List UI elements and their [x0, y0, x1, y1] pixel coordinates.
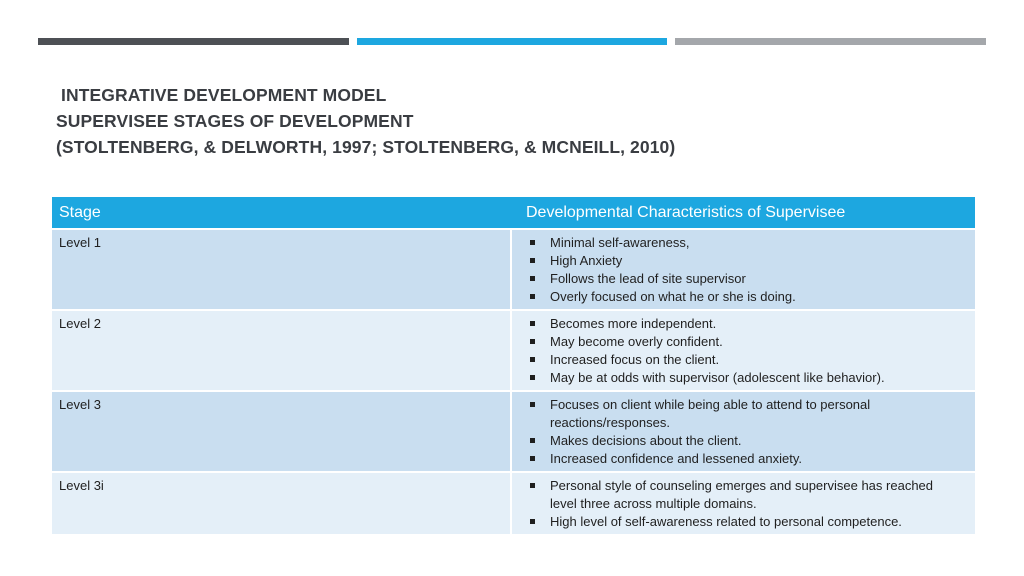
- table-row: [52, 228, 975, 309]
- stage-cell: Level 3i: [52, 473, 512, 534]
- characteristics-cell: [512, 230, 975, 309]
- title-line-3: (STOLTENBERG, & DELWORTH, 1997; STOLTENBERG, & MCNEILL, 2010): [56, 137, 676, 157]
- table-row: [52, 471, 975, 534]
- table-header-row: [52, 197, 975, 228]
- characteristics-list: [519, 311, 968, 390]
- characteristic-item: Overly focused on what he or she is doing.: [527, 288, 960, 306]
- characteristics-list: [519, 473, 968, 534]
- accent-bar-blue: [357, 38, 667, 45]
- header-characteristics: Developmental Characteristics of Supervisee: [526, 204, 846, 221]
- characteristic-item: High Anxiety: [527, 252, 960, 270]
- stage-cell: Level 2: [52, 311, 512, 390]
- characteristic-item: Personal style of counseling emerges and supervisee has reached level three across multiple domains.: [527, 477, 960, 513]
- title-line-2: SUPERVISEE STAGES OF DEVELOPMENT: [56, 111, 414, 131]
- characteristic-item: Follows the lead of site supervisor: [527, 270, 960, 288]
- characteristic-item: May become overly confident.: [527, 333, 960, 351]
- characteristics-list: [519, 392, 968, 471]
- accent-bar-dark: [38, 38, 349, 45]
- table-row: [52, 390, 975, 471]
- characteristic-item: May be at odds with supervisor (adolescent like behavior).: [527, 369, 960, 387]
- characteristics-cell: [512, 311, 975, 390]
- characteristic-item: Minimal self-awareness,: [527, 234, 960, 252]
- slide-title: [56, 82, 675, 160]
- characteristic-item: Increased confidence and lessened anxiety.: [527, 450, 960, 468]
- characteristic-item: Becomes more independent.: [527, 315, 960, 333]
- table-row: [52, 309, 975, 390]
- characteristics-cell: [512, 392, 975, 471]
- stage-cell: Level 3: [52, 392, 512, 471]
- header-stage: Stage: [59, 204, 101, 221]
- table-body: [52, 228, 975, 534]
- development-stages-table: [52, 197, 975, 534]
- characteristic-item: Makes decisions about the client.: [527, 432, 960, 450]
- title-line-1: INTEGRATIVE DEVELOPMENT MODEL: [61, 85, 387, 105]
- accent-bar-grey: [675, 38, 986, 45]
- stage-cell: Level 1: [52, 230, 512, 309]
- characteristic-item: High level of self-awareness related to personal competence.: [527, 513, 960, 531]
- characteristics-list: [519, 230, 968, 309]
- characteristic-item: Increased focus on the client.: [527, 351, 960, 369]
- characteristic-item: Focuses on client while being able to attend to personal reactions/responses.: [527, 396, 960, 432]
- characteristics-cell: [512, 473, 975, 534]
